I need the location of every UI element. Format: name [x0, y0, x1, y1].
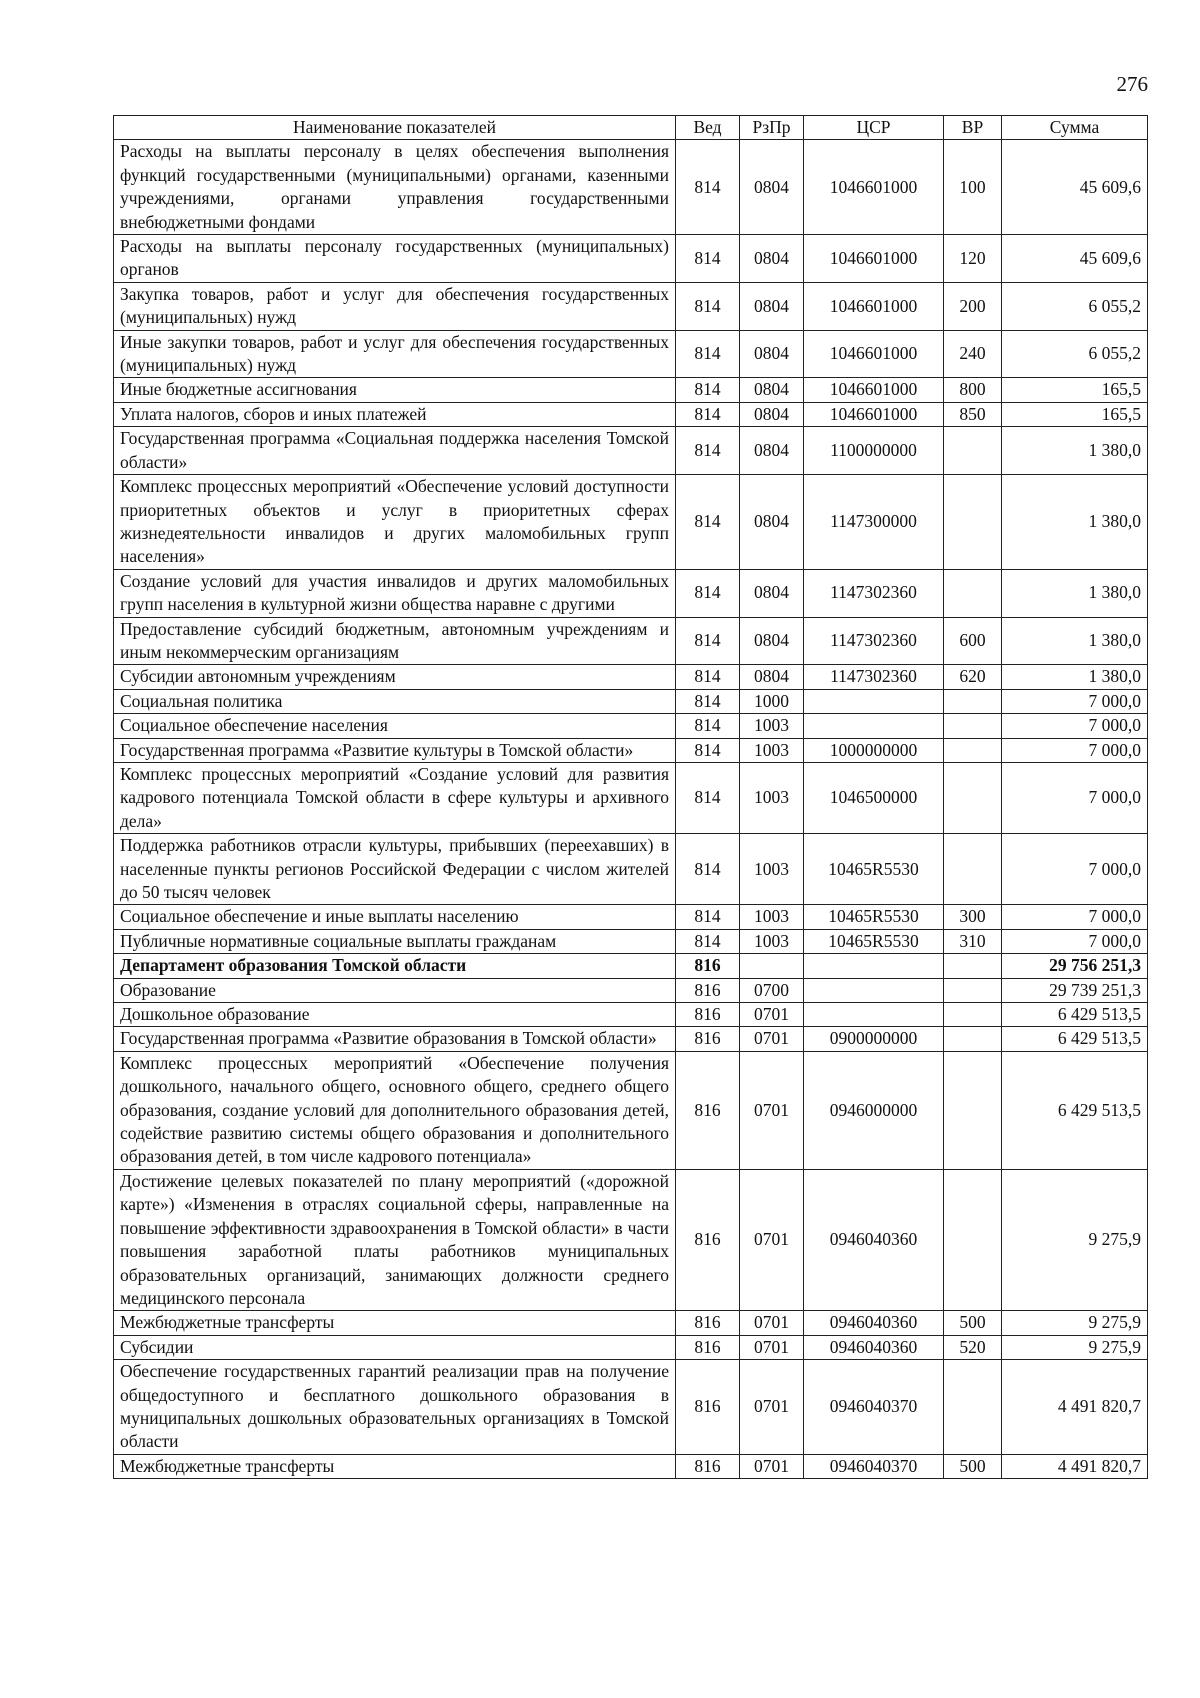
row-ved: 814 [676, 378, 740, 402]
row-rzpr: 0701 [740, 1003, 804, 1027]
row-rzpr: 0701 [740, 1027, 804, 1051]
row-ved: 814 [676, 330, 740, 378]
row-ved: 814 [676, 235, 740, 283]
row-sum: 9 275,9 [1002, 1335, 1148, 1359]
table-row [114, 954, 1148, 978]
row-sum: 7 000,0 [1002, 762, 1148, 833]
row-vr [944, 1169, 1002, 1310]
row-rzpr [740, 954, 804, 978]
row-csr: 1046601000 [804, 330, 944, 378]
row-sum: 4 491 820,7 [1002, 1454, 1148, 1478]
row-ved: 816 [676, 954, 740, 978]
table-row [114, 905, 1148, 929]
row-sum: 1 380,0 [1002, 475, 1148, 570]
table-row [114, 1003, 1148, 1027]
row-rzpr: 1003 [740, 714, 804, 738]
row-csr: 1147302360 [804, 617, 944, 665]
table-row [114, 738, 1148, 762]
table-row [114, 834, 1148, 905]
row-ved: 814 [676, 714, 740, 738]
row-vr: 300 [944, 905, 1002, 929]
row-sum: 7 000,0 [1002, 905, 1148, 929]
row-name: Образование [114, 978, 676, 1002]
table-row [114, 929, 1148, 953]
table-row [114, 1169, 1148, 1310]
row-vr [944, 834, 1002, 905]
table-row [114, 665, 1148, 689]
row-ved: 816 [676, 1169, 740, 1310]
row-vr: 600 [944, 617, 1002, 665]
row-ved: 816 [676, 1003, 740, 1027]
row-name: Социальная политика [114, 689, 676, 713]
row-vr: 200 [944, 282, 1002, 330]
table-row [114, 617, 1148, 665]
row-csr [804, 1003, 944, 1027]
table-row [114, 282, 1148, 330]
row-name: Обеспечение государственных гарантий реализации прав на получение общедоступного и бесплатного дошкольного образования в муниципальных дошкольных образовательных организациях в Томской области [114, 1360, 676, 1455]
row-vr [944, 1051, 1002, 1169]
row-vr: 850 [944, 402, 1002, 426]
table-row [114, 1360, 1148, 1455]
row-sum: 7 000,0 [1002, 714, 1148, 738]
row-ved: 814 [676, 665, 740, 689]
row-ved: 816 [676, 1027, 740, 1051]
row-ved: 814 [676, 140, 740, 235]
row-rzpr: 1003 [740, 834, 804, 905]
row-name: Предоставление субсидий бюджетным, автономным учреждениям и иным некоммерческим организациям [114, 617, 676, 665]
row-rzpr: 1003 [740, 929, 804, 953]
table-row [114, 714, 1148, 738]
row-csr: 1046500000 [804, 762, 944, 833]
row-name: Государственная программа «Развитие культуры в Томской области» [114, 738, 676, 762]
row-csr: 1147300000 [804, 475, 944, 570]
row-csr: 0946000000 [804, 1051, 944, 1169]
row-ved: 816 [676, 1051, 740, 1169]
row-ved: 816 [676, 1311, 740, 1335]
row-csr: 0900000000 [804, 1027, 944, 1051]
row-sum: 6 055,2 [1002, 330, 1148, 378]
row-csr: 1046601000 [804, 235, 944, 283]
page-number: 276 [1116, 72, 1148, 96]
row-name: Социальное обеспечение и иные выплаты населению [114, 905, 676, 929]
table-row [114, 1027, 1148, 1051]
row-name: Департамент образования Томской области [114, 954, 676, 978]
row-sum: 7 000,0 [1002, 738, 1148, 762]
header-rzpr: РзПр [740, 116, 804, 140]
row-name: Закупка товаров, работ и услуг для обеспечения государственных (муниципальных) нужд [114, 282, 676, 330]
row-ved: 814 [676, 427, 740, 475]
row-csr: 1000000000 [804, 738, 944, 762]
row-name: Уплата налогов, сборов и иных платежей [114, 402, 676, 426]
row-rzpr: 0804 [740, 402, 804, 426]
row-sum: 29 739 251,3 [1002, 978, 1148, 1002]
row-ved: 814 [676, 905, 740, 929]
header-ved: Вед [676, 116, 740, 140]
row-rzpr: 0804 [740, 378, 804, 402]
row-rzpr: 0701 [740, 1169, 804, 1310]
row-vr [944, 475, 1002, 570]
row-sum: 1 380,0 [1002, 665, 1148, 689]
row-name: Социальное обеспечение населения [114, 714, 676, 738]
row-vr [944, 954, 1002, 978]
row-vr [944, 762, 1002, 833]
row-name: Комплекс процессных мероприятий «Обеспечение получения дошкольного, начального общего, основного общего, среднего общего образования, создание условий для дополнительного образования детей, содействие развитию системы общего образования и дополнительного образования детей, в том числе кадрового потенциала» [114, 1051, 676, 1169]
row-ved: 814 [676, 569, 740, 617]
table-row [114, 475, 1148, 570]
row-sum: 6 429 513,5 [1002, 1027, 1148, 1051]
row-ved: 814 [676, 834, 740, 905]
table-row [114, 378, 1148, 402]
row-csr: 0946040360 [804, 1335, 944, 1359]
table-row [114, 330, 1148, 378]
row-name: Межбюджетные трансферты [114, 1311, 676, 1335]
row-sum: 165,5 [1002, 378, 1148, 402]
row-vr [944, 1360, 1002, 1455]
row-csr: 10465R5530 [804, 929, 944, 953]
row-sum: 45 609,6 [1002, 235, 1148, 283]
row-sum: 45 609,6 [1002, 140, 1148, 235]
table-row [114, 1311, 1148, 1335]
row-ved: 816 [676, 978, 740, 1002]
row-rzpr: 0804 [740, 617, 804, 665]
row-sum: 7 000,0 [1002, 689, 1148, 713]
table-row [114, 762, 1148, 833]
row-rzpr: 0701 [740, 1051, 804, 1169]
row-vr [944, 689, 1002, 713]
row-ved: 814 [676, 689, 740, 713]
row-csr: 1046601000 [804, 378, 944, 402]
row-vr: 100 [944, 140, 1002, 235]
row-csr: 0946040360 [804, 1169, 944, 1310]
row-vr [944, 978, 1002, 1002]
row-name: Создание условий для участия инвалидов и других маломобильных групп населения в культурной жизни общества наравне с другими [114, 569, 676, 617]
row-rzpr: 0804 [740, 235, 804, 283]
row-csr [804, 954, 944, 978]
row-rzpr: 0804 [740, 282, 804, 330]
row-csr [804, 978, 944, 1002]
row-name: Дошкольное образование [114, 1003, 676, 1027]
row-vr [944, 714, 1002, 738]
row-ved: 816 [676, 1360, 740, 1455]
row-csr: 10465R5530 [804, 834, 944, 905]
row-csr [804, 689, 944, 713]
row-ved: 814 [676, 738, 740, 762]
table-row [114, 689, 1148, 713]
row-sum: 1 380,0 [1002, 617, 1148, 665]
row-rzpr: 0701 [740, 1454, 804, 1478]
row-ved: 814 [676, 762, 740, 833]
row-csr: 0946040360 [804, 1311, 944, 1335]
row-name: Расходы на выплаты персоналу государственных (муниципальных) органов [114, 235, 676, 283]
row-vr: 500 [944, 1311, 1002, 1335]
table-header-row [114, 116, 1148, 140]
row-vr: 500 [944, 1454, 1002, 1478]
row-sum: 1 380,0 [1002, 569, 1148, 617]
header-vr: ВР [944, 116, 1002, 140]
row-csr: 10465R5530 [804, 905, 944, 929]
row-rzpr: 0804 [740, 330, 804, 378]
row-ved: 814 [676, 475, 740, 570]
row-sum: 7 000,0 [1002, 834, 1148, 905]
row-name: Комплекс процессных мероприятий «Обеспечение условий доступности приоритетных объектов и услуг в приоритетных сферах жизнедеятельности инвалидов и других маломобильных групп населения» [114, 475, 676, 570]
row-vr: 800 [944, 378, 1002, 402]
table-row [114, 402, 1148, 426]
row-csr: 1147302360 [804, 569, 944, 617]
row-sum: 4 491 820,7 [1002, 1360, 1148, 1455]
budget-table [113, 115, 1148, 1479]
row-sum: 6 429 513,5 [1002, 1051, 1148, 1169]
row-rzpr: 1003 [740, 905, 804, 929]
row-rzpr: 0701 [740, 1311, 804, 1335]
row-vr [944, 1027, 1002, 1051]
row-sum: 9 275,9 [1002, 1311, 1148, 1335]
row-csr: 1100000000 [804, 427, 944, 475]
table-body [114, 140, 1148, 1479]
row-csr: 0946040370 [804, 1360, 944, 1455]
row-vr: 520 [944, 1335, 1002, 1359]
row-rzpr: 0804 [740, 665, 804, 689]
table-row [114, 1051, 1148, 1169]
row-rzpr: 0701 [740, 1335, 804, 1359]
row-csr [804, 714, 944, 738]
row-rzpr: 0804 [740, 427, 804, 475]
row-rzpr: 0700 [740, 978, 804, 1002]
table-row [114, 140, 1148, 235]
row-sum: 29 756 251,3 [1002, 954, 1148, 978]
row-vr [944, 427, 1002, 475]
row-ved: 816 [676, 1454, 740, 1478]
row-rzpr: 1000 [740, 689, 804, 713]
row-name: Поддержка работников отрасли культуры, прибывших (переехавших) в населенные пункты регионов Российской Федерации с числом жителей до 50 тысяч человек [114, 834, 676, 905]
row-csr: 1147302360 [804, 665, 944, 689]
row-name: Субсидии автономным учреждениям [114, 665, 676, 689]
row-name: Государственная программа «Социальная поддержка населения Томской области» [114, 427, 676, 475]
table-row [114, 235, 1148, 283]
row-sum: 165,5 [1002, 402, 1148, 426]
header-name: Наименование показателей [114, 116, 676, 140]
row-ved: 814 [676, 282, 740, 330]
row-rzpr: 0804 [740, 140, 804, 235]
row-name: Публичные нормативные социальные выплаты гражданам [114, 929, 676, 953]
row-csr: 1046601000 [804, 282, 944, 330]
row-csr: 1046601000 [804, 402, 944, 426]
row-name: Иные закупки товаров, работ и услуг для обеспечения государственных (муниципальных) нужд [114, 330, 676, 378]
row-ved: 814 [676, 617, 740, 665]
row-vr: 240 [944, 330, 1002, 378]
header-csr: ЦСР [804, 116, 944, 140]
row-name: Иные бюджетные ассигнования [114, 378, 676, 402]
row-rzpr: 0804 [740, 569, 804, 617]
row-vr [944, 1003, 1002, 1027]
row-rzpr: 0804 [740, 475, 804, 570]
row-vr: 620 [944, 665, 1002, 689]
header-sum: Сумма [1002, 116, 1148, 140]
table-row [114, 569, 1148, 617]
row-vr: 120 [944, 235, 1002, 283]
row-name: Расходы на выплаты персоналу в целях обеспечения выполнения функций государственными (муниципальными) органами, казенными учреждениями, органами управления государственными внебюджетными фондами [114, 140, 676, 235]
row-name: Субсидии [114, 1335, 676, 1359]
row-name: Достижение целевых показателей по плану мероприятий («дорожной карте») «Изменения в отраслях социальной сферы, направленные на повышение эффективности здравоохранения в Томской области» в части повышения заработной платы работников муниципальных образовательных организаций, занимающих должности среднего медицинского персонала [114, 1169, 676, 1310]
row-vr: 310 [944, 929, 1002, 953]
row-rzpr: 1003 [740, 762, 804, 833]
table-row [114, 427, 1148, 475]
table-row [114, 1335, 1148, 1359]
table-row [114, 978, 1148, 1002]
row-csr: 0946040370 [804, 1454, 944, 1478]
row-csr: 1046601000 [804, 140, 944, 235]
row-name: Комплекс процессных мероприятий «Создание условий для развития кадрового потенциала Томской области в сфере культуры и архивного дела» [114, 762, 676, 833]
row-sum: 9 275,9 [1002, 1169, 1148, 1310]
row-rzpr: 1003 [740, 738, 804, 762]
row-sum: 1 380,0 [1002, 427, 1148, 475]
row-ved: 814 [676, 929, 740, 953]
row-sum: 7 000,0 [1002, 929, 1148, 953]
row-vr [944, 569, 1002, 617]
row-vr [944, 738, 1002, 762]
row-name: Государственная программа «Развитие образования в Томской области» [114, 1027, 676, 1051]
row-ved: 814 [676, 402, 740, 426]
row-rzpr: 0701 [740, 1360, 804, 1455]
table-row [114, 1454, 1148, 1478]
row-name: Межбюджетные трансферты [114, 1454, 676, 1478]
row-ved: 816 [676, 1335, 740, 1359]
row-sum: 6 429 513,5 [1002, 1003, 1148, 1027]
row-sum: 6 055,2 [1002, 282, 1148, 330]
